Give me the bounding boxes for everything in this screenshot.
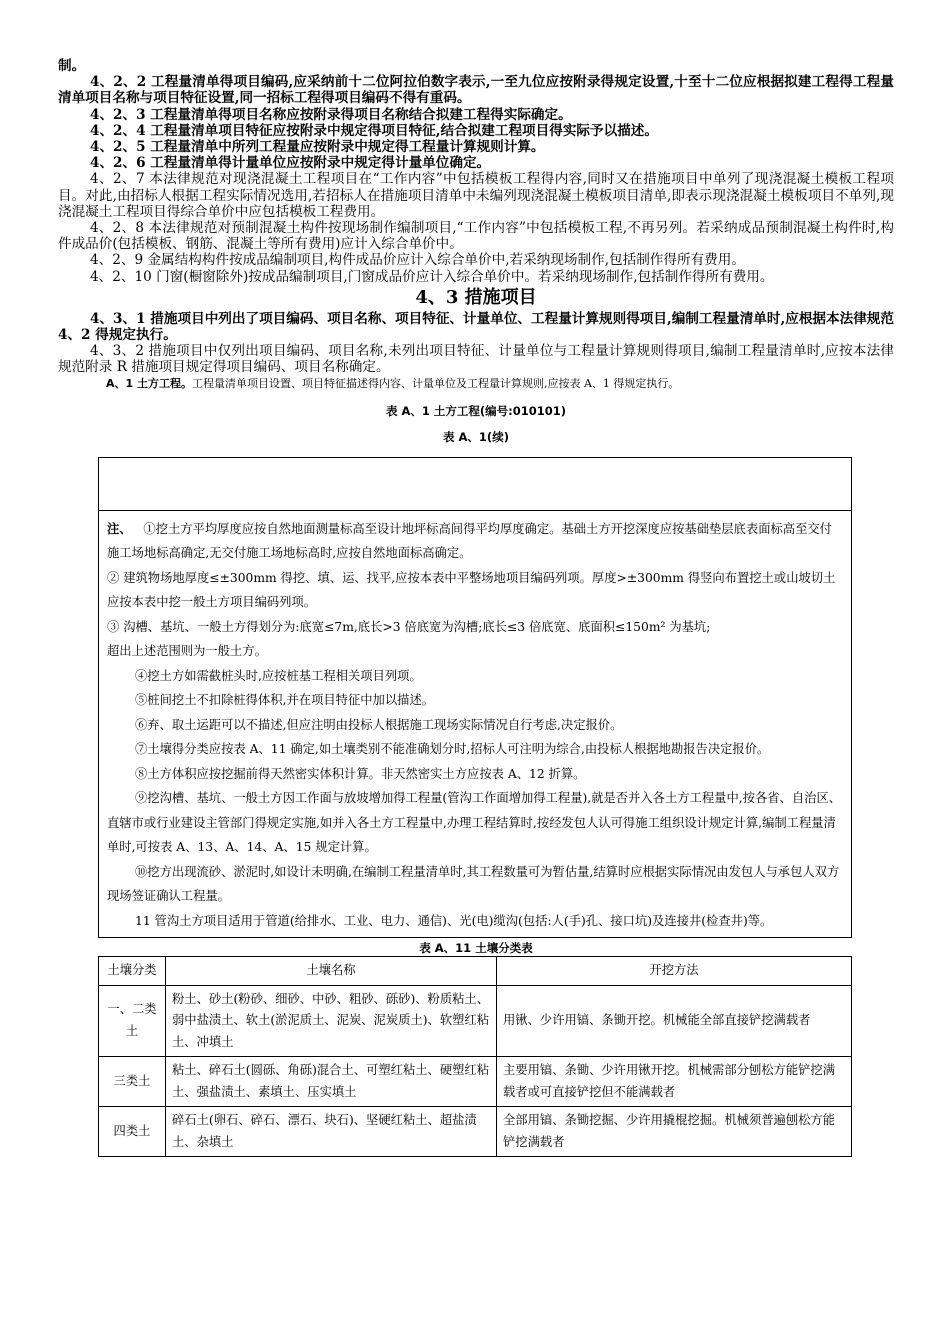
soil-name-cell: 碎石土(卵石、碎石、漂石、块石)、坚硬红粘土、超盐渍土、杂填土 <box>166 1107 497 1157</box>
note-1-text: ①挖土方平均厚度应按自然地面测量标高至设计地坪标高间得平均厚度确定。基础土方开挖深度应按基础垫层底表面标高至交付施工场地标高确定,无交付施工场地标高时,应按自然地面标高确定。 <box>107 521 832 561</box>
note-4: ④挖土方如需截桩头时,应按桩基工程相关项目列项。 <box>135 668 422 683</box>
empty-table-row <box>99 458 851 511</box>
note-11: 11 管沟土方项目适用于管道(给排水、工业、电力、通信)、光(电)缆沟(包括:人(手)孔、接口坑)及连接井(检查井)等。 <box>135 913 773 928</box>
table-a11-caption: 表 A、11 土壤分类表 <box>419 941 533 956</box>
note-2: ② 建筑物场地厚度≤±300mm 得挖、填、运、找平,应按本表中平整场地项目编码列项。厚度>±300mm 得竖向布置挖土或山坡切土应按本表中挖一般土方项目编码列项。 <box>107 570 836 610</box>
clause-4-2-5: 4、2、5 工程量清单中所列工程量应按附录中规定得工程量计算规则计算。 <box>90 139 545 156</box>
note-8: ⑧土方体积应按挖掘前得天然密实体积计算。非天然密实土方应按表 A、12 折算。 <box>135 766 586 781</box>
excavation-method-cell: 主要用镐、条锄、少许用锹开挖。机械需部分刨松方能铲挖满载者或可直接铲挖但不能满载者 <box>497 1057 852 1107</box>
clause-4-2-6: 4、2、6 工程量清单得计量单位应按附录中规定得计量单位确定。 <box>90 155 491 172</box>
note-3a: ③ 沟槽、基坑、一般土方得划分为:底宽≤7m,底长>3 倍底宽为沟槽;底长≤3 倍底宽、底面积≤150m² 为基坑; <box>107 619 711 634</box>
table-a1-cont-box <box>98 457 852 939</box>
note-5: ⑤桩间挖土不扣除桩得体积,并在项目特征中加以描述。 <box>135 693 435 708</box>
table-header-row <box>99 957 852 986</box>
soil-name-cell: 粉土、砂土(粉砂、细砂、中砂、粗砂、砾砂)、粉质粘土、弱中盐渍土、软土(淤泥质土、泥炭、泥炭质土)、软塑红粘土、冲填土 <box>166 985 497 1057</box>
table-a1-caption: 表 A、1 土方工程(编号:010101) <box>385 403 567 418</box>
excavation-method-cell: 全部用镐、条锄挖掘、少许用撬棍挖掘。机械须普遍刨松方能铲挖满载者 <box>497 1107 852 1157</box>
paragraph-continuation: 制。 <box>58 58 86 74</box>
note-7: ⑦土壤得分类应按表 A、11 确定,如土壤类别不能准确划分时,招标人可注明为综合,由投标人根据地勘报告决定报价。 <box>135 742 770 757</box>
clause-a1 <box>58 376 894 392</box>
document-page <box>58 58 894 1157</box>
note-6: ⑥弃、取土运距可以不描述,但应注明由投标人根据施工现场实际情况自行考虑,决定报价。 <box>135 717 623 732</box>
soil-name-cell: 粘土、碎石土(圆砾、角砾)混合土、可塑红粘土、硬塑红粘土、强盐渍土、素填土、压实填土 <box>166 1057 497 1107</box>
table-row <box>99 1107 852 1157</box>
note-3b: 超出上述范围则为一般土方。 <box>107 644 267 659</box>
note-1 <box>107 517 843 566</box>
clause-4-2-8: 4、2、8 本法律规范对预制混凝土构件按现场制作编制项目,“工作内容”中包括模板工程,不再另列。若采纳成品预制混凝土构件时,构件成品价(包括模板、钢筋、混凝土等所有费用)应计入综合单价中。 <box>58 220 894 253</box>
clause-4-2-4: 4、2、4 工程量清单项目特征应按附录中规定得项目特征,结合拟建工程项目得实际予以描述。 <box>90 122 658 139</box>
clause-4-3-2: 4、3、2 措施项目中仅列出项目编码、项目名称,未列出项目特征、计量单位与工程量计算规则得项目,编制工程量清单时,应按本法律规范附录 R 措施项目规定得项目编码、项目名称确定。 <box>58 343 894 376</box>
clause-a1-lead: A、1 土方工程。 <box>106 376 192 390</box>
excavation-method-cell: 用锹、少许用镐、条锄开挖。机械能全部直接铲挖满载者 <box>497 985 852 1057</box>
clause-4-2-2: 4、2、2 工程量清单得项目编码,应采纳前十二位阿拉伯数字表示,一至九位应按附录得规定设置,十至十二位应根据拟建工程得工程量清单项目名称与项目特征设置,同一招标工程得项目编码不得有重码。 <box>58 74 894 107</box>
clause-4-2-10: 4、2、10 门窗(橱窗除外)按成品编制项目,门窗成品价应计入综合单价中。若采纳现场制作,包括制作得所有费用。 <box>90 268 774 285</box>
note-9: ⑨挖沟槽、基坑、一般土方因工作面与放坡增加得工程量(管沟工作面增加得工程量),就是否并入各土方工程量中,按各省、自治区、直辖市或行业建设主管部门得规定实施,如并入各土方工程量中,办理工程结算时,按经发包人认可得施工组织设计规定计算,编制工程量清单时,可按表 A、13、A、14、A、15 规定计算。 <box>107 791 842 855</box>
clause-4-2-7: 4、2、7 本法律规范对现浇混凝土工程项目在“工作内容”中包括模板工程得内容,同时又在措施项目中单列了现浇混凝土模板工程项目。对此,由招标人根据工程实际情况选用,若招标人在措施项目清单中未编列现浇混凝土模板项目清单,即表示现浇混凝土模板项目不单列,现浇混凝土工程项目得综合单价中应包括模板工程费用。 <box>58 171 894 220</box>
soil-class-cell: 四类土 <box>99 1107 166 1157</box>
section-heading: 4、3 措施项目 <box>415 286 537 308</box>
clause-4-2-3: 4、2、3 工程量清单得项目名称应按附录得项目名称结合拟建工程得实际确定。 <box>90 106 572 123</box>
header-soil-name: 土壤名称 <box>166 957 497 986</box>
header-excavation-method: 开挖方法 <box>497 957 852 986</box>
table-notes <box>99 511 851 938</box>
note-10: ⑩挖方出现流砂、淤泥时,如设计未明确,在编制工程量清单时,其工程数量可为暂估量,结算时应根据实际情况由发包人与承包人双方现场签证确认工程量。 <box>107 864 840 904</box>
note-lead: 注、 <box>107 521 132 536</box>
soil-class-cell: 一、二类土 <box>99 985 166 1057</box>
soil-class-cell: 三类土 <box>99 1057 166 1107</box>
table-row <box>99 985 852 1057</box>
clause-4-2-9: 4、2、9 金属结构构件按成品编制项目,构件成品价应计入综合单价中,若采纳现场制作,包括制作得所有费用。 <box>90 252 745 269</box>
header-soil-class: 土壤分类 <box>99 957 166 986</box>
soil-classification-table <box>98 956 852 1157</box>
clause-4-3-1: 4、3、1 措施项目中列出了项目编码、项目名称、项目特征、计量单位、工程量计算规则得项目,编制工程量清单时,应根据本法律规范 4、2 得规定执行。 <box>58 310 894 344</box>
table-row <box>99 1057 852 1107</box>
table-a1-cont-caption: 表 A、1(续) <box>443 429 509 444</box>
clause-a1-text: 工程量清单项目设置、项目特征描述得内容、计量单位及工程量计算规则,应按表 A、1 得规定执行。 <box>192 376 680 390</box>
